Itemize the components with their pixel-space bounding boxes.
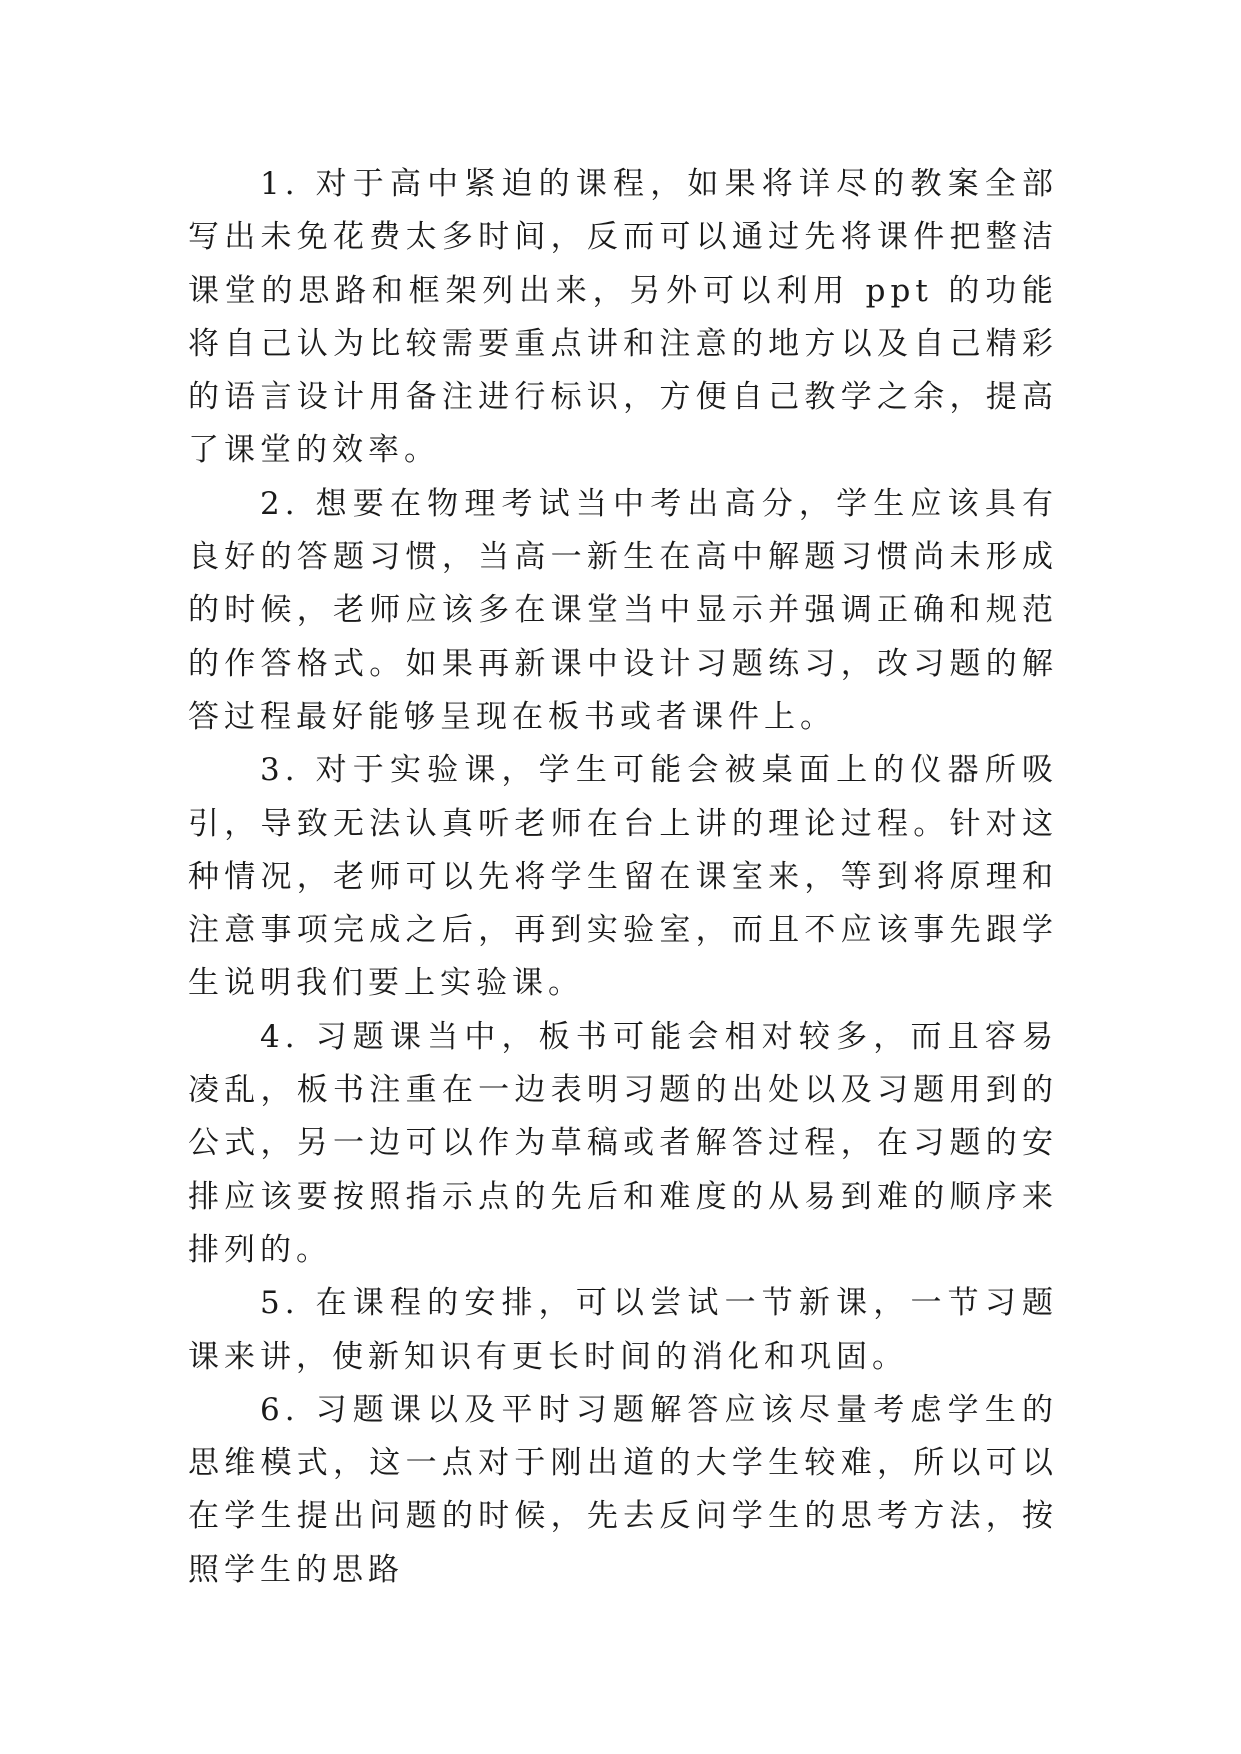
paragraph-6: 6. 习题课以及平时习题解答应该尽量考虑学生的思维模式，这一点对于刚出道的大学生较难，所以可以在学生提出问题的时候，先去反问学生的思考方法，按照学生的思路 bbox=[188, 1391, 1058, 1588]
paragraph-1: 1. 对于高中紧迫的课程，如果将详尽的教案全部写出未免花费太多时间，反而可以通过先将课件把整洁课堂的思路和框架列出来，另外可以利用 ppt 的功能将自己认为比较需要重点讲和注意的地方以及自己精彩的语言设计用备注进行标识，方便自己教学之余，提高了课堂的效率。 bbox=[188, 166, 1058, 469]
document-body bbox=[188, 158, 1058, 1597]
paragraph-5: 5. 在课程的安排，可以尝试一节新课，一节习题课来讲，使新知识有更长时间的消化和巩固。 bbox=[188, 1285, 1058, 1375]
paragraph-2: 2. 想要在物理考试当中考出高分，学生应该具有良好的答题习惯，当高一新生在高中解题习惯尚未形成的时候，老师应该多在课堂当中显示并强调正确和规范的作答格式。如果再新课中设计习题练习，改习题的解答过程最好能够呈现在板书或者课件上。 bbox=[188, 485, 1058, 735]
paragraph-4: 4. 习题课当中，板书可能会相对较多，而且容易凌乱，板书注重在一边表明习题的出处以及习题用到的公式，另一边可以作为草稿或者解答过程，在习题的安排应该要按照指示点的先后和难度的从易到难的顺序来排列的。 bbox=[188, 1018, 1058, 1268]
paragraph-3: 3. 对于实验课，学生可能会被桌面上的仪器所吸引，导致无法认真听老师在台上讲的理论过程。针对这种情况，老师可以先将学生留在课室来，等到将原理和注意事项完成之后，再到实验室，而且不应该事先跟学生说明我们要上实验课。 bbox=[188, 752, 1058, 1002]
